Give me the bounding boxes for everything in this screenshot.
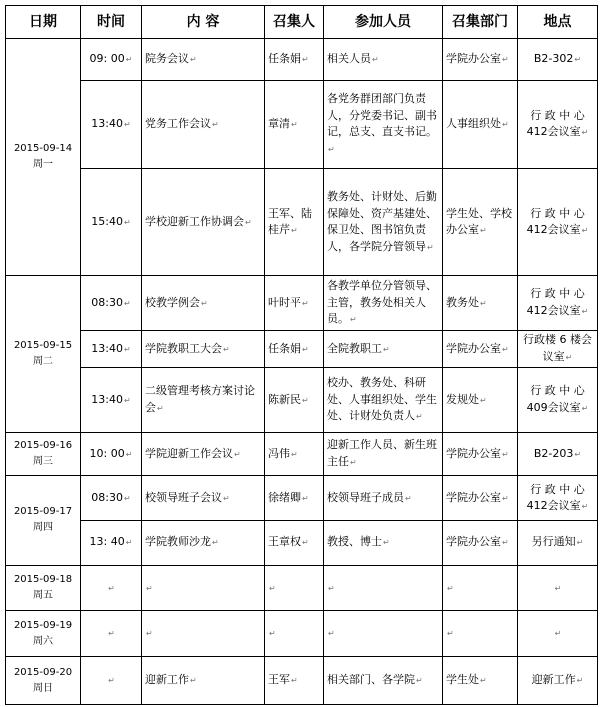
location-cell [518,657,598,705]
paragraph-mark-icon: ↵ [124,395,131,405]
content-cell-text: 校领导班子会议 [145,490,222,504]
time-cell [81,330,142,367]
paragraph-mark-icon: ↵ [581,502,589,512]
paragraph-mark-icon: ↵ [502,120,509,130]
paragraph-mark-icon: ↵ [108,583,115,593]
participants-cell-text: 教授、博士 [327,535,382,549]
paragraph-mark-icon: ↵ [581,128,589,138]
paragraph-mark-icon: ↵ [372,55,379,65]
participants-cell [324,330,443,367]
content-cell-text: 二级管理考核方案讨论会 [145,384,255,414]
time-cell-text: 08:30 [91,295,123,309]
paragraph-mark-icon: ↵ [502,344,509,354]
paragraph-mark-icon: ↵ [124,298,131,308]
schedule-row [6,276,598,331]
schedule-row [6,611,598,657]
location-cell [518,520,598,565]
date-text: 2015-09-20 [13,666,73,678]
paragraph-mark-icon: ↵ [212,538,219,548]
convener-cell-text: 陈新民 [268,392,301,406]
content-cell [142,276,265,331]
time-cell [81,476,142,521]
participants-cell-text: 各党务群团部门负责人，分党委书记、副书记，总支、直支书记。 [327,92,437,139]
schedule-row [6,565,598,611]
date-cell [6,565,81,611]
date-text: 2015-09-15 [13,339,73,351]
date-text: 2015-09-14 [13,143,73,155]
date-text: 2015-09-16 [13,439,73,451]
time-cell-text: 13:40 [91,117,123,131]
paragraph-mark-icon: ↵ [212,120,219,130]
dept-cell-text: 学院办公室 [446,535,501,549]
paragraph-mark-icon: ↵ [554,583,562,593]
convener-cell [265,520,324,565]
content-cell-text: 学院迎新工作会议 [145,446,233,460]
participants-cell [324,565,443,611]
content-cell [142,657,265,705]
dept-cell [443,657,518,705]
location-cell [518,432,598,476]
paragraph-mark-icon: ↵ [427,242,434,252]
content-cell [142,39,265,81]
dept-cell [443,476,518,521]
location-cell [518,565,598,611]
dept-cell-text: 学院办公室 [446,490,501,504]
convener-cell [265,565,324,611]
dept-cell [443,39,518,81]
location-cell [518,368,598,432]
time-cell-text: 08:30 [91,490,123,504]
paragraph-mark-icon: ↵ [350,457,357,467]
dept-cell [443,368,518,432]
dept-cell-text: 学生处、学校办公室 [446,206,512,236]
header-row [6,6,598,39]
convener-cell-text: 王军、陆桂芹 [268,206,312,236]
header-time: 时间 [81,6,142,39]
content-cell-text: 学院教职工大会 [145,341,222,355]
paragraph-mark-icon: ↵ [328,144,335,154]
time-cell-text: 09: 00 [89,52,125,66]
paragraph-mark-icon: ↵ [291,676,298,686]
paragraph-mark-icon: ↵ [581,403,589,413]
content-cell [142,330,265,367]
paragraph-mark-icon: ↵ [269,583,276,593]
time-cell [81,657,142,705]
date-cell [6,657,81,705]
weekday-text: 周四 [33,522,53,534]
location-cell-text: 行 政 中 心 412会议室 [526,287,585,317]
paragraph-mark-icon: ↵ [565,352,573,362]
time-cell [81,80,142,168]
weekday-text: 周一 [33,159,53,171]
content-cell [142,168,265,275]
schedule-body [6,39,598,705]
dept-cell-text: 发规处 [446,392,479,406]
convener-cell-text: 任条娟 [268,52,301,66]
content-cell [142,368,265,432]
dept-cell-text: 教务处 [446,295,479,309]
convener-cell [265,330,324,367]
convener-cell-text: 任条娟 [268,341,301,355]
participants-cell [324,520,443,565]
content-cell [142,80,265,168]
paragraph-mark-icon: ↵ [302,344,309,354]
participants-cell-text: 校领导班子成员 [327,490,404,504]
header-date: 日期 [6,6,81,39]
time-cell [81,432,142,476]
paragraph-mark-icon: ↵ [245,217,252,227]
date-text: 2015-09-18 [13,573,73,585]
paragraph-mark-icon: ↵ [190,676,197,686]
convener-cell [265,80,324,168]
content-cell-text: 校教学例会 [145,295,200,309]
participants-cell [324,276,443,331]
convener-cell [265,432,324,476]
dept-cell-text: 学生处 [446,673,479,687]
dept-cell-text: 人事组织处 [446,117,501,131]
paragraph-mark-icon: ↵ [416,676,423,686]
content-cell [142,611,265,657]
schedule-row [6,80,598,168]
paragraph-mark-icon: ↵ [574,55,582,65]
paragraph-mark-icon: ↵ [416,412,423,422]
participants-cell-text: 相关部门、各学院 [327,673,415,687]
paragraph-mark-icon: ↵ [201,298,208,308]
paragraph-mark-icon: ↵ [234,449,241,459]
content-cell [142,432,265,476]
paragraph-mark-icon: ↵ [502,55,509,65]
paragraph-mark-icon: ↵ [291,120,298,130]
date-cell [6,39,81,276]
participants-cell [324,368,443,432]
schedule-row [6,476,598,521]
content-cell-text: 迎新工作 [145,673,189,687]
paragraph-mark-icon: ↵ [576,538,584,548]
paragraph-mark-icon: ↵ [447,583,454,593]
paragraph-mark-icon: ↵ [124,344,131,354]
paragraph-mark-icon: ↵ [383,344,390,354]
paragraph-mark-icon: ↵ [302,395,309,405]
convener-cell-text: 冯伟 [268,446,290,460]
schedule-row [6,330,598,367]
dept-cell [443,276,518,331]
participants-cell-text: 教务处、计财处、后勤保障处、资产基建处、保卫处、图书馆负责人，各学院分管领导 [327,190,437,253]
participants-cell [324,39,443,81]
paragraph-mark-icon: ↵ [581,226,589,235]
paragraph-mark-icon: ↵ [190,55,197,65]
location-cell-text: 另行通知 [531,535,576,549]
schedule-row [6,39,598,81]
paragraph-mark-icon: ↵ [125,538,133,548]
convener-cell [265,476,324,521]
convener-cell-text: 章清 [268,117,290,131]
time-cell-text: 13:40 [91,341,123,355]
location-cell-text: 行 政 中 心 412会议室 [526,206,585,236]
location-cell-text: 行 政 中 心 409会议室 [526,384,585,414]
location-cell [518,80,598,168]
participants-cell [324,657,443,705]
dept-cell [443,330,518,367]
paragraph-mark-icon: ↵ [125,449,133,459]
paragraph-mark-icon: ↵ [480,226,487,235]
paragraph-mark-icon: ↵ [502,449,509,459]
paragraph-mark-icon: ↵ [480,676,487,686]
participants-cell-text: 迎新工作人员、新生班主任 [327,438,437,468]
time-cell [81,520,142,565]
date-cell [6,276,81,432]
paragraph-mark-icon: ↵ [125,55,133,65]
schedule-row [6,168,598,275]
paragraph-mark-icon: ↵ [554,629,562,639]
location-cell [518,168,598,275]
paragraph-mark-icon: ↵ [502,538,509,548]
convener-cell [265,611,324,657]
paragraph-mark-icon: ↵ [146,629,153,639]
convener-cell-text: 王章权 [268,535,301,549]
convener-cell [265,168,324,275]
participants-cell [324,611,443,657]
paragraph-mark-icon: ↵ [223,493,230,503]
participants-cell-text: 校办、教务处、科研处、人事组织处、学生处、计财处负责人 [327,376,437,423]
date-text: 2015-09-19 [13,619,73,631]
date-cell [6,476,81,565]
date-cell [6,611,81,657]
header-dept: 召集部门 [443,6,518,39]
paragraph-mark-icon: ↵ [291,226,298,235]
time-cell [81,276,142,331]
dept-cell [443,432,518,476]
content-cell [142,476,265,521]
paragraph-mark-icon: ↵ [447,629,454,639]
paragraph-mark-icon: ↵ [574,449,582,459]
weekday-text: 周二 [33,355,53,367]
dept-cell [443,611,518,657]
paragraph-mark-icon: ↵ [302,55,309,65]
schedule-row [6,657,598,705]
paragraph-mark-icon: ↵ [108,676,115,686]
time-cell [81,611,142,657]
dept-cell-text: 学院办公室 [446,52,501,66]
participants-cell-text: 相关人员 [327,52,371,66]
participants-cell [324,168,443,275]
date-text: 2015-09-17 [13,506,73,518]
paragraph-mark-icon: ↵ [480,298,487,308]
paragraph-mark-icon: ↵ [576,676,584,686]
schedule-row [6,432,598,476]
participants-cell [324,80,443,168]
location-cell [518,276,598,331]
content-cell-text: 院务会议 [145,52,189,66]
paragraph-mark-icon: ↵ [328,629,335,639]
participants-cell [324,476,443,521]
time-cell [81,39,142,81]
time-cell [81,168,142,275]
dept-cell [443,168,518,275]
location-cell [518,611,598,657]
date-cell [6,432,81,476]
header-location: 地点 [518,6,598,39]
dept-cell [443,565,518,611]
location-cell-text: 迎新工作 [531,673,576,687]
time-cell-text: 15:40 [91,214,123,228]
time-cell [81,368,142,432]
content-cell [142,520,265,565]
paragraph-mark-icon: ↵ [146,583,153,593]
paragraph-mark-icon: ↵ [350,315,357,325]
paragraph-mark-icon: ↵ [124,493,131,503]
location-cell [518,330,598,367]
location-cell-text: 行 政 中 心 412会议室 [526,108,585,139]
dept-cell-text: 学院办公室 [446,341,501,355]
header-content: 内 容 [142,6,265,39]
paragraph-mark-icon: ↵ [124,120,131,130]
location-cell [518,39,598,81]
paragraph-mark-icon: ↵ [383,538,390,548]
participants-cell-text: 全院教职工 [327,341,382,355]
schedule-row [6,368,598,432]
paragraph-mark-icon: ↵ [269,629,276,639]
time-cell-text: 10: 00 [89,446,125,460]
content-cell-text: 学院教师沙龙 [145,535,211,549]
time-cell [81,565,142,611]
paragraph-mark-icon: ↵ [502,493,509,503]
weekday-text: 周六 [33,635,53,647]
paragraph-mark-icon: ↵ [302,538,309,548]
paragraph-mark-icon: ↵ [223,344,230,354]
convener-cell [265,276,324,331]
participants-cell [324,432,443,476]
dept-cell-text: 学院办公室 [446,446,501,460]
header-participants: 参加人员 [324,6,443,39]
weekday-text: 周三 [33,455,53,467]
weekday-text: 周日 [33,682,53,694]
schedule-table [5,5,598,705]
weekday-text: 周五 [33,589,53,601]
paragraph-mark-icon: ↵ [291,449,298,459]
convener-cell [265,368,324,432]
paragraph-mark-icon: ↵ [405,493,412,503]
participants-cell-text: 各教学单位分管领导、主管，教务处相关人员。 [327,279,437,326]
paragraph-mark-icon: ↵ [157,403,164,413]
dept-cell [443,520,518,565]
paragraph-mark-icon: ↵ [302,298,309,308]
schedule-row [6,520,598,565]
content-cell-text: 学校迎新工作协调会 [145,214,244,228]
location-cell-text: 行政楼 6 楼会议室 [523,333,592,363]
content-cell-text: 党务工作会议 [145,117,211,131]
paragraph-mark-icon: ↵ [480,395,487,405]
location-cell-text: B2-302 [533,52,574,66]
time-cell-text: 13:40 [91,392,123,406]
content-cell [142,565,265,611]
header-convener: 召集人 [265,6,324,39]
time-cell-text: 13: 40 [89,535,125,549]
convener-cell-text: 徐绪卿 [268,490,301,504]
paragraph-mark-icon: ↵ [302,493,309,503]
location-cell [518,476,598,521]
convener-cell-text: 叶时平 [268,295,301,309]
paragraph-mark-icon: ↵ [108,629,115,639]
paragraph-mark-icon: ↵ [124,217,131,227]
location-cell-text: 行 政 中 心 412会议室 [526,482,585,513]
paragraph-mark-icon: ↵ [328,583,335,593]
convener-cell [265,39,324,81]
convener-cell [265,657,324,705]
paragraph-mark-icon: ↵ [581,306,589,316]
dept-cell [443,80,518,168]
location-cell-text: B2-203 [533,446,574,460]
convener-cell-text: 王军 [268,673,290,687]
